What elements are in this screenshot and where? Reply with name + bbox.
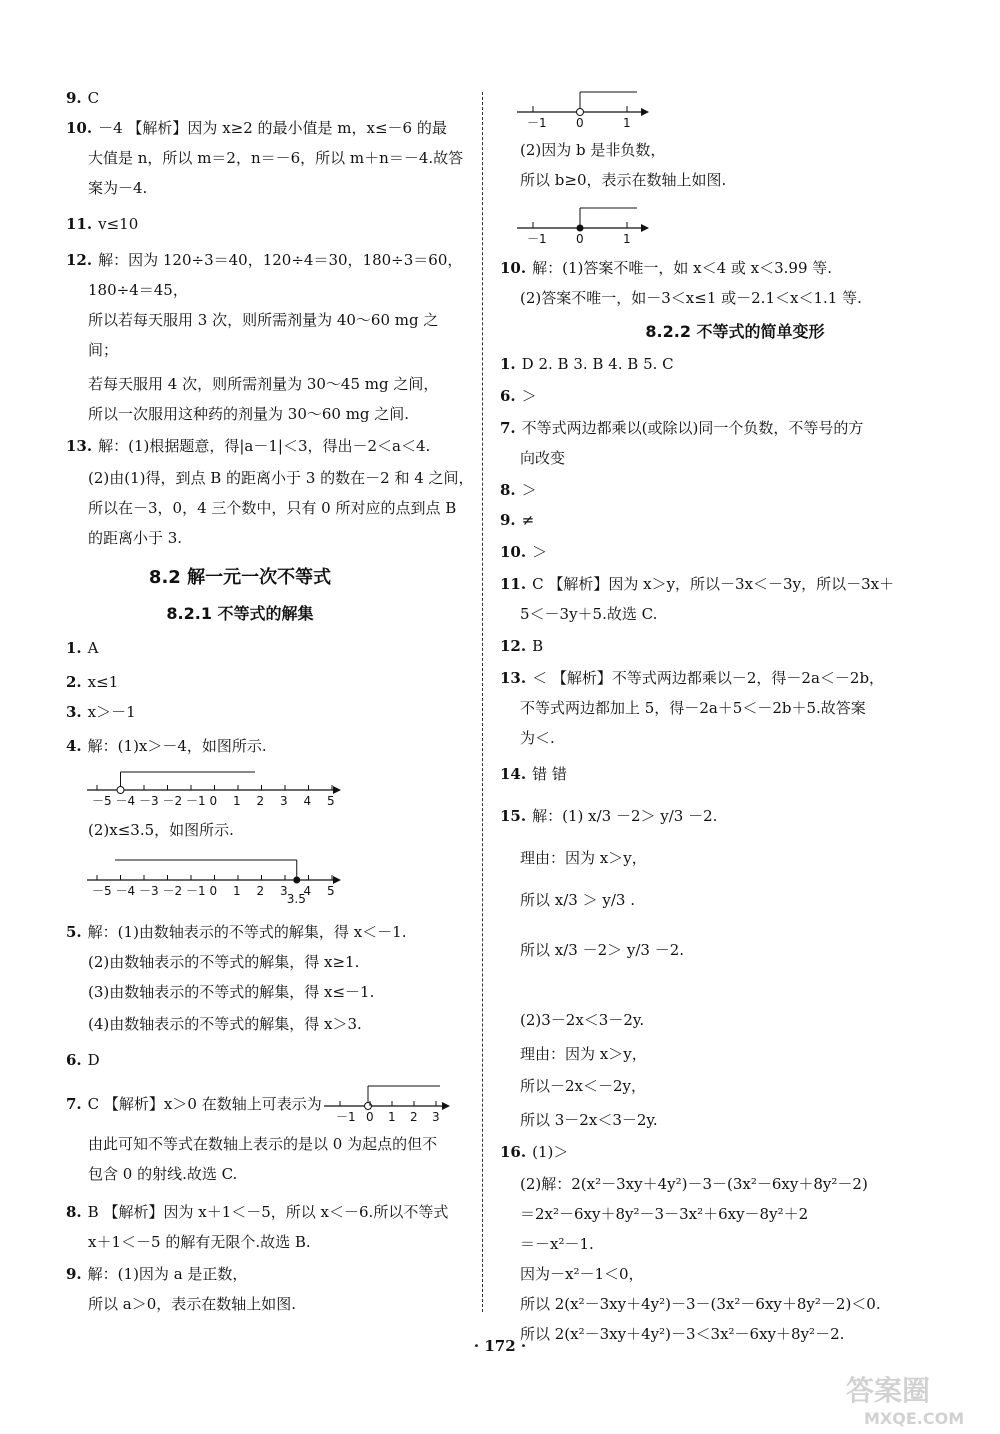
answer-text: 理由：因为 x＞y， (520, 1045, 647, 1063)
left-line (66, 736, 267, 756)
question-number: 11. (66, 215, 93, 233)
right-line (520, 604, 657, 624)
tick-label: 3 (280, 884, 288, 898)
answer-text: (4)由数轴表示的不等式的解集，得 x＞3. (88, 1015, 362, 1033)
left-line (88, 1014, 362, 1034)
answer-text: ＞ (521, 387, 537, 405)
question-number: 16. (500, 1143, 527, 1161)
tick-label: －5 (92, 884, 112, 898)
right-line (500, 258, 832, 278)
left-line (88, 404, 409, 424)
page-number: · 172 · (473, 1337, 527, 1355)
right-line (500, 510, 534, 530)
tick-label: 5 (327, 884, 335, 898)
number-line-b (515, 206, 655, 246)
tick-label: 0 (366, 1110, 374, 1124)
right-line (500, 636, 543, 656)
right-line (520, 890, 635, 910)
question-number: 6. (66, 1051, 82, 1069)
svg-text:MXQE.COM: MXQE.COM (864, 1409, 965, 1428)
tick-label: 2 (256, 794, 265, 808)
number-line-a (515, 90, 655, 130)
answer-text: 所以 x/3 －2＞ y/3 －2. (520, 941, 685, 959)
right-line (520, 288, 862, 308)
section-heading-text: 8.2.2 不等式的简单变形 (645, 322, 825, 341)
question-number: 7. (500, 419, 516, 437)
question-number: 10. (66, 119, 93, 137)
answer-text: 解：(1)答案不唯一，如 x＜4 或 x＜3.99 等. (532, 259, 833, 277)
answer-text: 所以若每天服用 3 次，则所需剂量为 40～60 mg 之 (88, 311, 439, 329)
svg-text:－1: －1 (527, 232, 547, 246)
answer-text: B 【解析】因为 x＋1＜－5，所以 x＜－6.所以不等式 (87, 1203, 449, 1221)
left-line (66, 922, 406, 942)
left-line (66, 118, 447, 138)
answer-text: 不等式两边都加上 5，得－2a＋5＜－2b＋5.故答案 (520, 699, 866, 717)
tick-label: 5 (327, 794, 335, 808)
right-line (500, 806, 717, 826)
question-number: 12. (66, 251, 93, 269)
tick-label: －1 (186, 794, 206, 808)
question-number: 1. (500, 355, 516, 373)
answer-text: 所以一次服用这种药的剂量为 30～60 mg 之间. (88, 405, 410, 423)
tick-label: 1 (388, 1110, 396, 1124)
left-line (88, 820, 234, 840)
right-line (520, 1110, 658, 1130)
left-line (66, 638, 99, 658)
tick-label: －3 (139, 884, 159, 898)
left-line (66, 1094, 322, 1114)
right-line (500, 386, 537, 406)
left-line (88, 1232, 311, 1252)
answer-text: 由此可知不等式在数轴上表示的是以 0 为起点的但不 (88, 1135, 438, 1153)
left-line (88, 148, 463, 168)
section-heading-text: 8.2.1 不等式的解集 (166, 604, 314, 623)
right-line (520, 698, 866, 718)
question-number: 10. (500, 259, 527, 277)
tick-label: －2 (162, 884, 183, 898)
svg-text:1: 1 (623, 116, 631, 130)
question-number: 6. (500, 387, 516, 405)
question-number: 7. (66, 1095, 82, 1113)
left-line (66, 436, 430, 456)
watermark-logo (836, 1368, 986, 1430)
question-number: 13. (500, 669, 527, 687)
question-number: 4. (66, 737, 82, 755)
left-line (66, 214, 138, 234)
question-number: 11. (500, 575, 527, 593)
left-line (88, 952, 359, 972)
answer-text: x＞－1 (87, 703, 136, 721)
right-line (520, 1174, 868, 1194)
right-line (500, 1142, 568, 1162)
tick-label: －4 (115, 884, 136, 898)
right-line (500, 480, 537, 500)
left-line (88, 1294, 296, 1314)
svg-text:1: 1 (623, 232, 631, 246)
left-line (88, 468, 474, 488)
question-number: 9. (500, 511, 516, 529)
answer-text: 解：(1)由数轴表示的不等式的解集，得 x＜－1. (87, 923, 407, 941)
tick-label: 1 (233, 794, 241, 808)
answer-text: 所以在－3，0，4 三个数中，只有 0 所对应的点到点 B (88, 499, 457, 517)
answer-text: 所以 x/3 ＞ y/3 . (520, 891, 635, 909)
answer-text: ＝2x²－6xy＋8y²－3－3x²＋6xy－8y²＋2 (520, 1205, 809, 1223)
svg-text:0: 0 (576, 232, 584, 246)
svg-text:0: 0 (576, 116, 584, 130)
right-line (500, 354, 674, 374)
right-line (520, 1010, 644, 1030)
answer-text: 解：(1)因为 a 是正数， (87, 1265, 248, 1283)
answer-text: 理由：因为 x＞y， (520, 849, 647, 867)
left-line (88, 528, 182, 548)
answer-text: (3)由数轴表示的不等式的解集，得 x≤－1. (88, 983, 375, 1001)
answer-text: 解：(1)根据题意，得|a－1|＜3，得出－2＜a＜4. (98, 437, 431, 455)
answer-text: (1)＞ (532, 1143, 569, 1161)
answer-text: (2)由(1)得，到点 B 的距离小于 3 的数在－2 和 4 之间， (88, 469, 474, 487)
answer-text: 为＜. (520, 729, 555, 747)
tick-label: 0 (209, 884, 218, 898)
answer-text: 不等式两边都乘以(或除以)同一个负数，不等号的方 (521, 419, 864, 437)
left-line (66, 88, 99, 108)
answer-text: 因为－x²－1＜0， (520, 1265, 644, 1283)
answer-text: 向改变 (520, 449, 566, 467)
right-line (520, 728, 555, 748)
answer-text: D 2. B 3. B 4. B 5. C (521, 355, 674, 373)
tick-label: －2 (162, 794, 183, 808)
answer-text: 解：(1)x＞－4，如图所示. (87, 737, 267, 755)
answer-text: A (87, 639, 99, 657)
left-line (88, 178, 147, 198)
left-line (66, 250, 462, 270)
answer-text: 错 错 (532, 765, 567, 783)
right-line (520, 1234, 594, 1254)
answer-text: ＝－x²－1. (520, 1235, 594, 1253)
question-number: 1. (66, 639, 82, 657)
right-line (520, 448, 565, 468)
right-line (520, 170, 726, 190)
svg-text:答案圈: 答案圈 (846, 1374, 931, 1407)
left-line (66, 702, 136, 722)
tick-label: 4 (303, 884, 312, 898)
right-line (500, 418, 863, 438)
answer-text: C 【解析】因为 x＞y，所以－3x＜－3y，所以－3x＋ (532, 575, 895, 593)
question-number: 12. (500, 637, 527, 655)
answer-text: ＜ 【解析】不等式两边都乘以－2，得－2a＜－2b， (532, 669, 885, 687)
left-line (66, 1264, 247, 1284)
right-line (520, 848, 647, 868)
svg-text:－1: －1 (527, 116, 547, 130)
right-line (500, 668, 884, 688)
tick-label: －1 (186, 884, 206, 898)
tick-label: －4 (115, 794, 136, 808)
question-number: 14. (500, 765, 527, 783)
tick-label: －5 (92, 794, 112, 808)
answer-text: 的距离小于 3. (88, 529, 183, 547)
answer-text: ＞ (532, 543, 548, 561)
answer-text: (2)x≤3.5，如图所示. (88, 821, 234, 839)
answer-text: 大值是 n，所以 m＝2，n＝－6，所以 m＋n＝－4.故答 (88, 149, 464, 167)
section-heading (490, 322, 980, 342)
question-number: 3. (66, 703, 82, 721)
tick-label: 3.5 (286, 892, 306, 906)
question-number: 15. (500, 807, 527, 825)
answer-text: 所以 a＞0，表示在数轴上如图. (88, 1295, 297, 1313)
right-line (500, 764, 567, 784)
answer-text: 5＜－3y＋5.故选 C. (520, 605, 658, 623)
question-number: 9. (66, 1265, 82, 1283)
answer-text: 所以 2(x²－3xy＋4y²)－3＜3x²－6xy＋8y²－2. (520, 1325, 845, 1343)
left-line (88, 1134, 437, 1154)
right-line (520, 940, 684, 960)
answer-text: (2)由数轴表示的不等式的解集，得 x≥1. (88, 953, 360, 971)
column-divider (482, 92, 483, 1312)
answer-text: 所以 2(x²－3xy＋4y²)－3－(3x²－6xy＋8y²－2)＜0. (520, 1295, 881, 1313)
answer-text: 解：(1) x/3 －2＞ y/3 －2. (532, 807, 718, 825)
question-number: 13. (66, 437, 93, 455)
question-number: 9. (66, 89, 82, 107)
answer-text: 解：因为 120÷3＝40，120÷4＝30，180÷3＝60， (98, 251, 463, 269)
right-line (520, 140, 665, 160)
right-line (520, 1076, 646, 1096)
left-line (88, 374, 438, 394)
answer-text: (2)答案不唯一，如－3＜x≤1 或－2.1＜x＜1.1 等. (520, 289, 862, 307)
right-line (520, 1204, 808, 1224)
question-number: 8. (66, 1203, 82, 1221)
answer-text: 若每天服用 4 次，则所需剂量为 30～45 mg 之间， (88, 375, 439, 393)
left-line (88, 1164, 237, 1184)
answer-text: C (87, 89, 100, 107)
answer-text: 包含 0 的射线.故选 C. (88, 1165, 238, 1183)
number-line-d (85, 858, 345, 906)
number-line-c (85, 770, 345, 808)
right-line (500, 542, 547, 562)
number-line-e (322, 1082, 457, 1124)
right-line (520, 1264, 644, 1284)
tick-label: －3 (139, 794, 159, 808)
section-heading (0, 604, 480, 624)
question-number: 2. (66, 673, 82, 691)
left-line (66, 1202, 448, 1222)
answer-text: x≤1 (87, 673, 119, 691)
section-heading-text: 8.2 解一元一次不等式 (148, 567, 332, 588)
question-number: 10. (500, 543, 527, 561)
left-line (88, 982, 374, 1002)
answer-text: 180÷4＝45， (88, 281, 188, 299)
right-line (520, 1044, 647, 1064)
tick-label: 2 (410, 1110, 418, 1124)
answer-text: 所以－2x＜－2y， (520, 1077, 647, 1095)
answer-text: 间； (88, 341, 119, 359)
left-line (66, 672, 118, 692)
tick-label: 3 (432, 1110, 440, 1124)
answer-text: ＞ (521, 481, 537, 499)
answer-text: (2)解：2(x²－3xy＋4y²)－3－(3x²－6xy＋8y²－2) (520, 1175, 868, 1193)
answer-text: x＋1＜－5 的解有无限个.故选 B. (88, 1233, 311, 1251)
question-number: 8. (500, 481, 516, 499)
answer-text: (2)因为 b 是非负数， (520, 141, 666, 159)
tick-label: 3 (280, 794, 288, 808)
section-heading (0, 568, 480, 588)
answer-text: v≤10 (98, 215, 139, 233)
left-line (88, 498, 456, 518)
answer-text: D (87, 1051, 100, 1069)
tick-label: －1 (336, 1110, 356, 1124)
question-number: 5. (66, 923, 82, 941)
left-line (88, 340, 118, 360)
left-line (88, 280, 188, 300)
left-line (66, 1050, 100, 1070)
answer-text: 所以 b≥0，表示在数轴上如图. (520, 171, 727, 189)
answer-text: 案为－4. (88, 179, 148, 197)
answer-text: －4 【解析】因为 x≥2 的最小值是 m，x≤－6 的最 (98, 119, 447, 137)
answer-text: B (532, 637, 544, 655)
tick-label: 2 (256, 884, 265, 898)
tick-label: 0 (209, 794, 218, 808)
left-line (88, 310, 438, 330)
tick-label: 4 (303, 794, 312, 808)
answer-text: 所以 3－2x＜3－2y. (520, 1111, 658, 1129)
right-line (500, 574, 894, 594)
answer-text: ≠ (521, 511, 535, 529)
answer-text: C 【解析】x＞0 在数轴上可表示为 (87, 1095, 322, 1113)
tick-label: 1 (233, 884, 241, 898)
right-line (520, 1294, 881, 1314)
answer-text: (2)3－2x＜3－2y. (520, 1011, 645, 1029)
